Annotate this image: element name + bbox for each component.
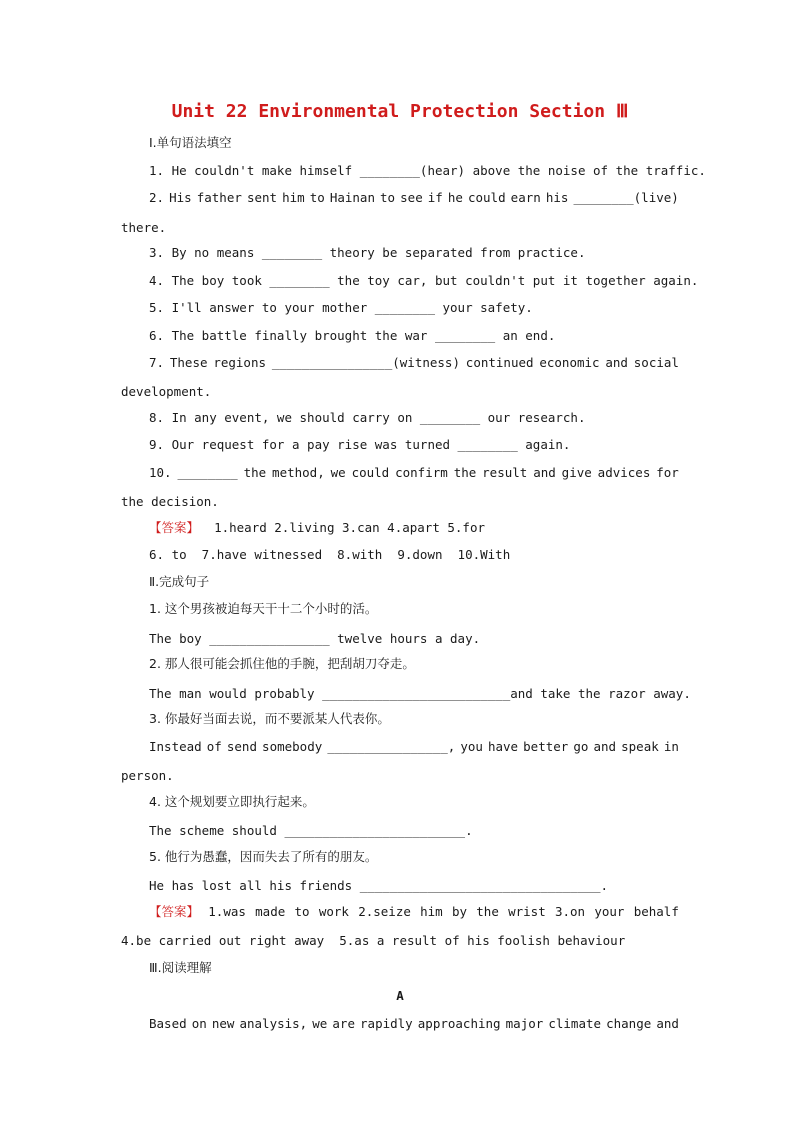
s1-question-2-line1: 2. His father sent him to Hainan to see if he could earn his ________(live) [149,190,679,205]
answer-tag: 【答案】 [149,904,200,919]
s1-question-2-line2: there. [121,220,167,235]
s1-question-9: 9. Our request for a pay rise was turned ________ again. [149,437,571,452]
s1-question-8: 8. In any event, we should carry on ________ our research. [149,410,586,425]
s1-question-4: 4. The boy took ________ the toy car, but couldn't put it together again. [149,273,699,288]
s1-answers-line2: 6. to 7.have witnessed 8.with 9.down 10.With [149,547,511,562]
s1-question-5: 5. I'll answer to your mother ________ your safety. [149,300,533,315]
s2-question-3-english-line1: Instead of send somebody ________________, you have better go and speak in [149,739,679,754]
s2-question-1-chinese: 1. 这个男孩被迫每天干十二个小时的活。 [149,601,378,616]
s2-question-2-english: The man would probably _________________________and take the razor away. [149,686,691,701]
s1-question-3: 3. By no means ________ theory be separated from practice. [149,245,586,260]
s1-question-7-line2: development. [121,384,212,399]
s2-question-1-english: The boy ________________ twelve hours a day. [149,631,481,646]
s1-question-10-line2: the decision. [121,494,219,509]
section-3-heading: Ⅲ.阅读理解 [149,960,212,975]
s2-question-4-english: The scheme should ________________________. [149,823,473,838]
s1-question-1: 1. He couldn't make himself ________(hear) above the noise of the traffic. [149,163,706,178]
s1-question-6: 6. The battle finally brought the war ________ an end. [149,328,556,343]
s2-answers-line1: 【答案】 1.was made to work 2.seize him by the wrist 3.on your behalf [149,904,679,919]
s2-question-4-chinese: 4. 这个规划要立即执行起来。 [149,794,315,809]
section-1-heading: Ⅰ.单句语法填空 [149,135,232,150]
passage-first-line: Based on new analysis, we are rapidly approaching major climate change and [149,1016,679,1031]
passage-label: A [396,988,404,1003]
s1-answers-line1: 【答案】 1.heard 2.living 3.can 4.apart 5.for [149,520,486,535]
s1-question-7-line1: 7. These regions ________________(witness) continued economic and social [149,355,679,370]
s2-question-5-english: He has lost all his friends ________________________________. [149,878,609,893]
section-2-heading: Ⅱ.完成句子 [149,574,210,589]
s2-answers-line2: 4.be carried out right away 5.as a result of his foolish behaviour [121,933,626,948]
document-title: Unit 22 Environmental Protection Section Ⅲ [171,101,629,122]
s2-question-3-english-line2: person. [121,768,174,783]
s2-question-5-chinese: 5. 他行为愚蠢，因而失去了所有的朋友。 [149,849,378,864]
s2-question-2-chinese: 2. 那人很可能会抓住他的手腕，把刮胡刀夺走。 [149,656,415,671]
answer-tag: 【答案】 [149,520,200,535]
s1-question-10-line1: 10. ________ the method, we could confirm the result and give advices for [149,465,679,480]
s2-question-3-chinese: 3. 你最好当面去说，而不要派某人代表你。 [149,711,390,726]
